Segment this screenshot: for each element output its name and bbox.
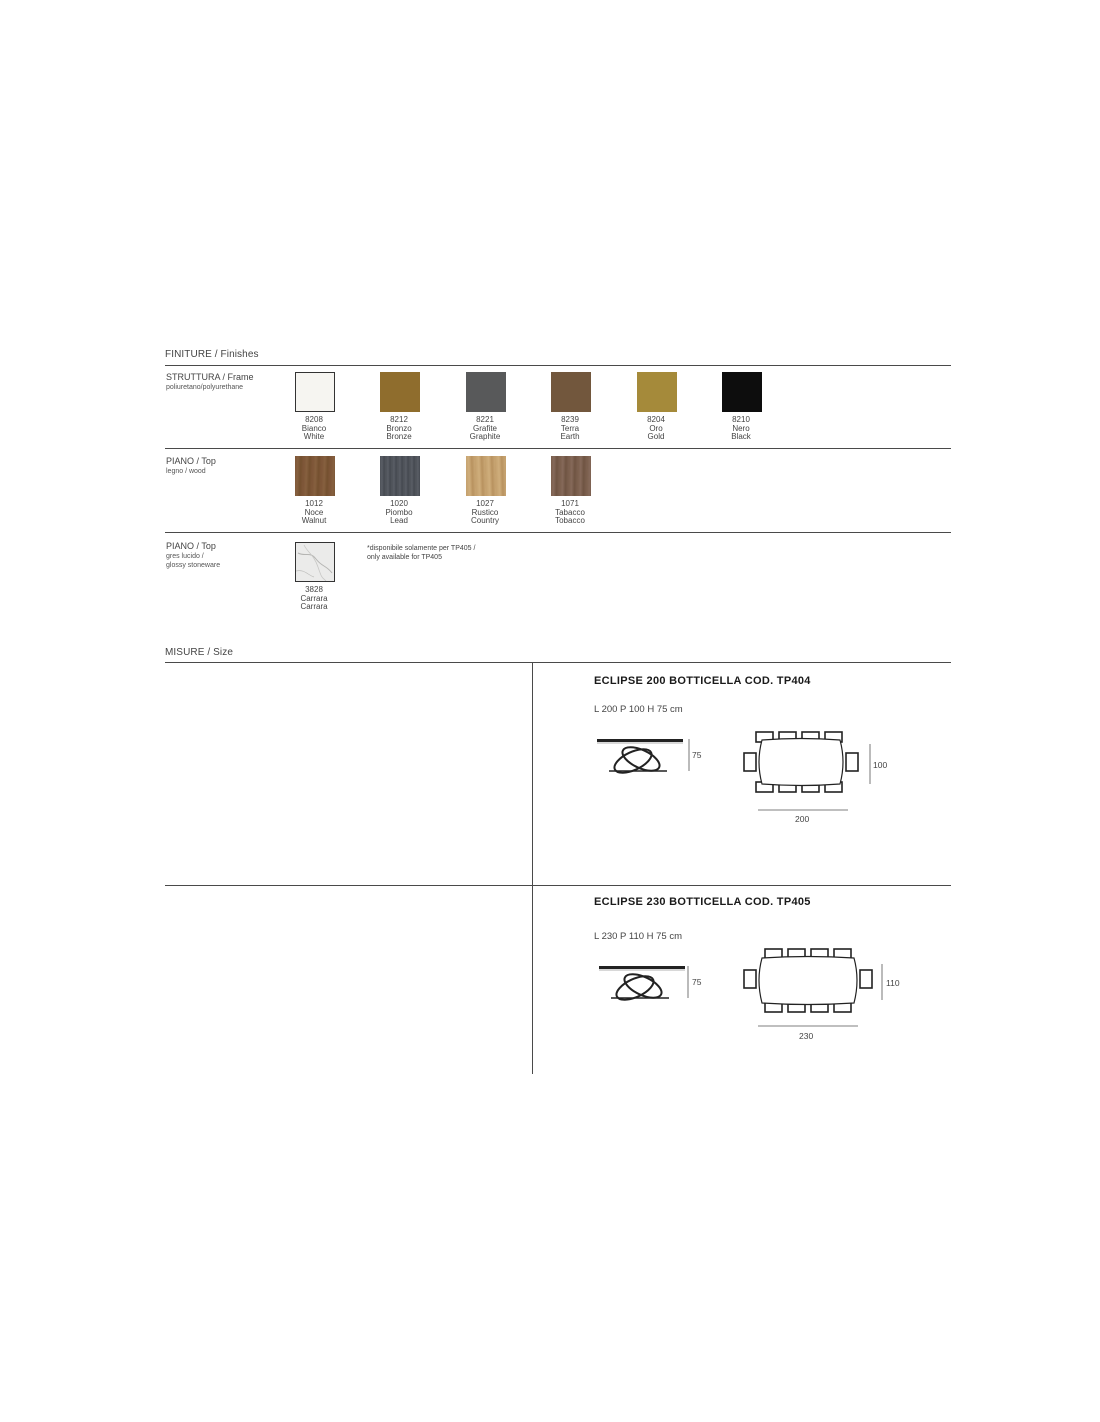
length-label: 200	[795, 814, 810, 824]
divider	[165, 885, 951, 886]
divider	[165, 365, 951, 366]
finishes-title: FINITURE / Finishes	[165, 349, 259, 360]
swatch-label: 1020 Piombo Lead	[385, 499, 413, 526]
depth-label: 100	[873, 760, 888, 770]
swatch-label: 8204 Oro Gold	[647, 415, 665, 442]
availability-note: *disponibile solamente per TP405 / only available for TP405	[367, 545, 476, 561]
product-title: ECLIPSE 230 BOTTICELLA COD. TP405	[594, 896, 811, 908]
swatch-1071[interactable]	[551, 456, 591, 496]
swatch-label: 8210 Nero Black	[731, 415, 751, 442]
divider	[165, 532, 951, 533]
product-dimensions: L 200 P 100 H 75 cm	[594, 704, 683, 715]
product-dimensions: L 230 P 110 H 75 cm	[594, 931, 683, 942]
row-subtitle-top-wood: legno / wood	[166, 468, 206, 475]
row-title-top-stoneware: PIANO / Top	[166, 541, 216, 551]
swatch-label: 8239 Terra Earth	[560, 415, 580, 442]
swatch-label: 1027 Rustico Country	[470, 499, 499, 526]
swatch-8239[interactable]	[551, 372, 591, 412]
swatch-8208[interactable]	[295, 372, 335, 412]
marble-vein-icon	[296, 543, 334, 581]
height-label: 75	[692, 750, 702, 760]
swatch-label: 8208 Bianco White	[301, 415, 327, 442]
swatch-label: 1012 Noce Walnut	[301, 499, 327, 526]
table-side-view-icon	[597, 964, 697, 1004]
row-title-frame: STRUTTURA / Frame	[166, 372, 254, 382]
swatch-1020[interactable]	[380, 456, 420, 496]
divider	[165, 662, 951, 663]
swatch-label: 8212 Bronzo Bronze	[386, 415, 412, 442]
depth-label: 110	[886, 978, 900, 988]
swatch-label: 8221 Grafite Graphite	[469, 415, 501, 442]
swatch-8204[interactable]	[637, 372, 677, 412]
product-title: ECLIPSE 200 BOTTICELLA COD. TP404	[594, 675, 811, 687]
swatch-label: 1071 Tabacco Tobacco	[555, 499, 585, 526]
table-side-view-icon	[595, 737, 695, 777]
column-divider	[532, 662, 533, 1074]
sizes-title: MISURE / Size	[165, 647, 233, 658]
row-subtitle-frame: poliuretano/polyurethane	[166, 384, 244, 391]
row-subtitle-stoneware: gres lucido / glossy stoneware	[166, 553, 221, 569]
row-title-top-wood: PIANO / Top	[166, 456, 216, 466]
table-top-view-icon	[740, 728, 880, 800]
swatch-1012[interactable]	[295, 456, 335, 496]
swatch-8210[interactable]	[722, 372, 762, 412]
length-label: 230	[799, 1031, 814, 1041]
swatch-1027[interactable]	[466, 456, 506, 496]
table-top-view-icon	[740, 944, 890, 1040]
height-label: 75	[692, 977, 702, 987]
swatch-8212[interactable]	[380, 372, 420, 412]
swatch-8221[interactable]	[466, 372, 506, 412]
swatch-3828[interactable]	[295, 542, 335, 582]
swatch-label: 3828 Carrara Carrara	[300, 585, 328, 612]
divider	[165, 448, 951, 449]
